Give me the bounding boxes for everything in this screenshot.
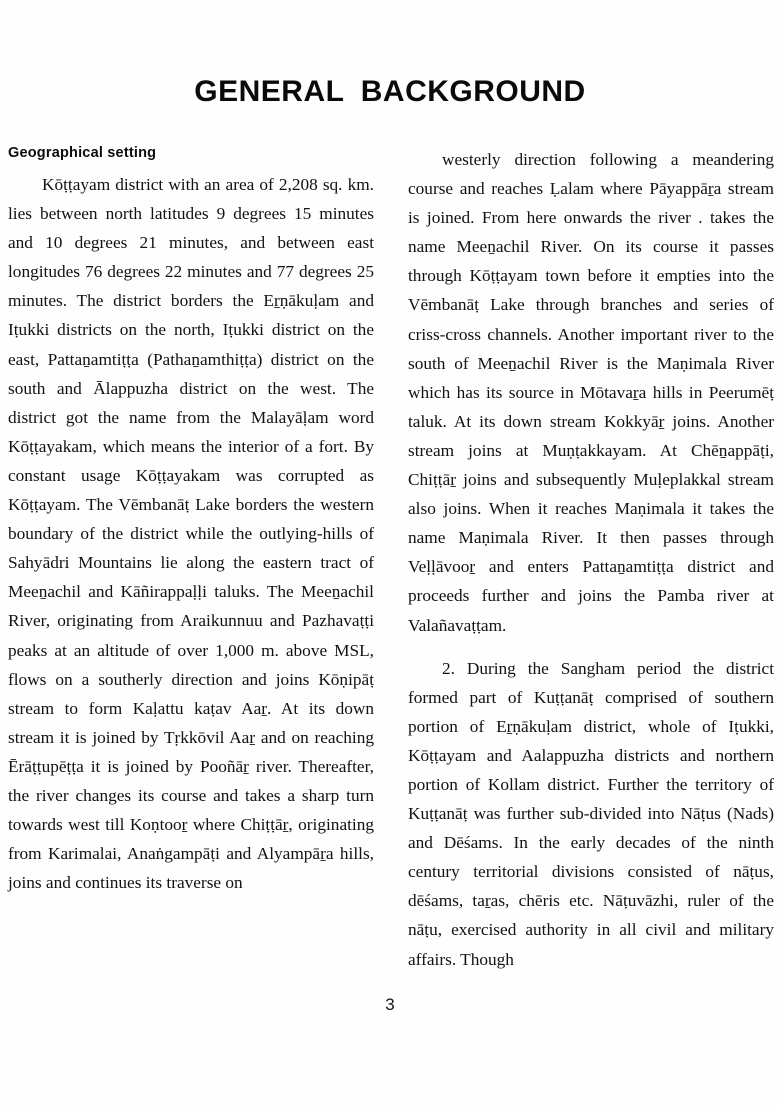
left-column	[8, 145, 374, 975]
section-heading-geographical-setting: Geographical setting	[8, 145, 157, 161]
page-number: 3	[385, 995, 395, 1014]
two-column-body	[8, 145, 774, 975]
right-column	[408, 145, 774, 975]
right-column-paragraph-1: westerly direction following a meandering course and reaches Ḷalam where Pāyappāṟa stream is joined. From here onwards the river . takes the name Meeṉachil River. On its course it passes through Kōṭṭayam town before it empties into the Vēmbanāṭ Lake through branches and series of criss-cross channels. Another important river to the south of Meeṉachil River is the Maṇimala River which has its source in Mōtavaṟa hills in Peerumēṭ taluk. At its down stream Kokkyāṟ joins. Another stream joins at Muṇṭakkayam. At Chēṉappāṭi, Chiṭṭāṟ joins and subsequently Muḷeplakkal stream also joins. When it reaches Maṇimala it takes the name Maṇimala River. It then passes through Veḷḷāvooṟ and enters Pattaṉamtiṭṭa district and proceeds further and joins the Pamba river at Valañavaṭṭam.	[408, 150, 774, 635]
left-column-paragraph-1: Kōṭṭayam district with an area of 2,208 sq. km. lies between north latitudes 9 degrees 15 minutes and 10 degrees 21 minutes, and between east longitudes 76 degrees 22 minutes and 77 degrees 25 minutes. The district borders the Eṟṇākuḷam and Iṭukki districts on the north, Iṭukki district on the east, Pattaṉamtiṭṭa (Pathaṉamthiṭṭa) district on the south and Ālappuzha district on the west. The district got the name from the Malayāḷam word Kōṭṭayakam, which means the interior of a fort. By constant usage Kōṭṭayakam was corrupted as Kōṭṭayam. The Vēmbanāṭ Lake borders the western boundary of the district while the outlying-hills of Sahyādri Mountains lie along the eastern tract of Meeṉachil and Kāñirappaḷḷi taluks. The Meeṉachil River, originating from Araikunnuu and Pazhavaṭṭi peaks at an altitude of over 1,000 m. above MSL, flows on a southerly direction and joins Kōṇipāṭ stream to form Kaḷattu kaṭav Aaṟ. At its down stream it is joined by Tṛkkōvil Aaṟ and on reaching Ērāṭṭupēṭṭa it is joined by Pooñāṟ river. Thereafter, the river changes its course and takes a sharp turn towards west till Koṇtooṟ where Chiṭṭāṟ, originating from Karimalai, Anaṅgampāṭi and Alyampāṟa hills, joins and continues its traverse on	[8, 175, 374, 893]
right-column-paragraph-2: 2. During the Sangham period the district formed part of Kuṭṭanāṭ comprised of southern portion of Eṟṇākuḷam district, whole of Iṭukki, Kōṭṭayam and Aalappuzha districts and northern portion of Kollam district. Further the territory of Kuṭṭanāṭ was further sub-divided into Nāṭus (Nads) and Dēśams. In the early decades of the ninth century territorial divisions consisted of nāṭus, dēśams, taṟas, chēris etc. Nāṭuvāzhi, ruler of the nāṭu, exercised authority in all civil and military affairs. Though	[408, 658, 774, 969]
page-title: GENERAL BACKGROUND	[194, 75, 586, 109]
